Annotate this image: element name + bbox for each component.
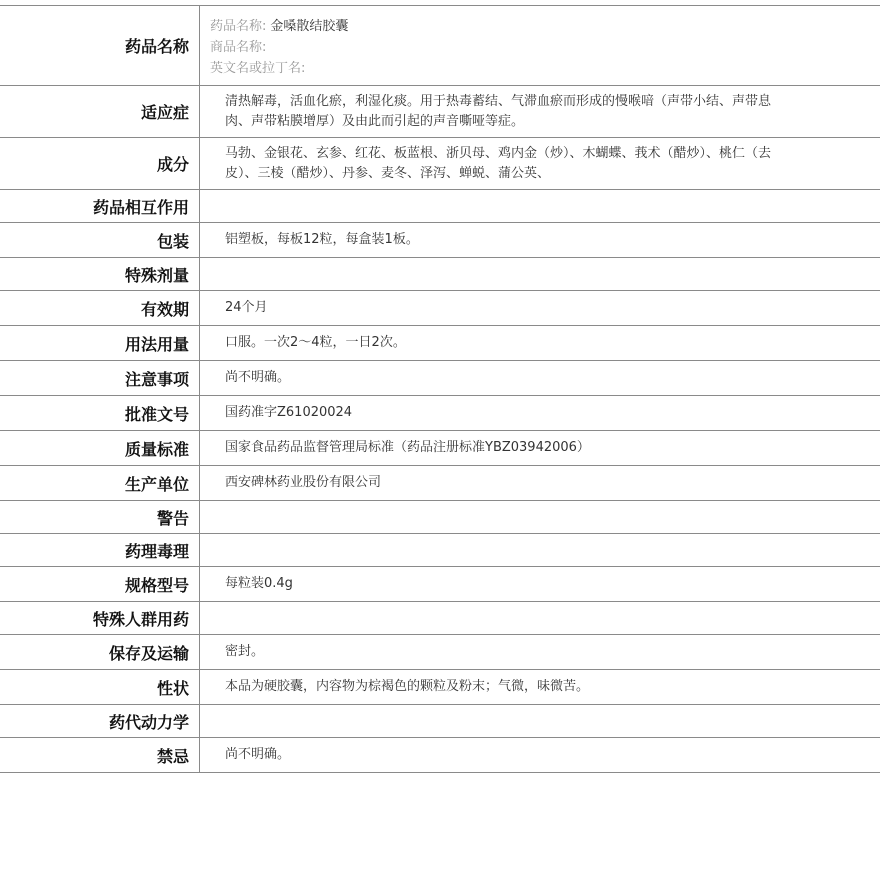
row-value: 国家食品药品监督管理局标准（药品注册标准YBZ03942006） [225,440,590,455]
row-label: 生产单位 [0,466,200,500]
drug-names-block [200,6,880,85]
row-label: 药品名称 [0,6,200,85]
table-row-indications [0,86,880,138]
drug-name-line [210,16,790,37]
table-row-approval-number [0,396,880,431]
table-row-appearance [0,670,880,705]
table-row-manufacturer [0,466,880,501]
table-row-pharmacology [0,534,880,567]
row-value: 24个月 [225,300,268,315]
row-value: 西安碑林药业股份有限公司 [225,475,382,490]
row-label: 特殊人群用药 [0,602,200,634]
row-label: 注意事项 [0,361,200,395]
row-label: 用法用量 [0,326,200,360]
table-row-special-dosage [0,258,880,291]
latin-name-line [210,58,790,79]
table-row-precautions [0,361,880,396]
row-value: 口服。一次2～4粒，一日2次。 [225,335,406,350]
row-label: 警告 [0,501,200,533]
drug-info-table [0,5,880,773]
table-row-special-populations [0,602,880,635]
row-label: 保存及运输 [0,635,200,669]
row-label: 禁忌 [0,738,200,772]
row-value: 每粒装0.4g [225,576,293,591]
table-row-warning [0,501,880,534]
table-row-ingredients [0,138,880,190]
row-value: 清热解毒，活血化瘀，利湿化痰。用于热毒蓄结、气滞血瘀而形成的慢喉喑（声带小结、声带息肉、声带粘膜增厚）及由此而引起的声音嘶哑等症。 [225,93,772,129]
row-label: 特殊剂量 [0,258,200,290]
row-label: 适应症 [0,86,200,137]
row-label: 有效期 [0,291,200,325]
table-row-quality-standard [0,431,880,466]
row-value: 本品为硬胶囊，内容物为棕褐色的颗粒及粉末；气微，味微苦。 [225,679,590,694]
drug-name-value: 金嗓散结胶囊 [270,19,349,34]
row-label: 药代动力学 [0,705,200,737]
table-row-usage [0,326,880,361]
table-row-specification [0,567,880,602]
trade-name-line [210,37,790,58]
table-row-interactions [0,190,880,223]
row-value: 尚不明确。 [225,370,291,385]
row-value: 密封。 [225,644,265,659]
row-label: 药理毒理 [0,534,200,566]
row-label: 包装 [0,223,200,257]
table-row-drug-name [0,6,880,86]
row-label: 规格型号 [0,567,200,601]
row-value: 国药准字Z61020024 [225,405,353,420]
row-value: 铝塑板，每板12粒，每盒装1板。 [225,232,419,247]
row-value: 马勃、金银花、玄参、红花、板蓝根、浙贝母、鸡内金（炒）、木蝴蝶、莪术（醋炒）、桃仁（去皮）、三棱（醋炒）、丹参、麦冬、泽泻、蝉蜕、蒲公英、 [225,145,772,181]
row-value: 尚不明确。 [225,747,291,762]
drug-name-label: 药品名称: [210,19,267,34]
row-label: 质量标准 [0,431,200,465]
table-row-contraindications [0,738,880,773]
trade-name-label: 商品名称: [210,40,267,55]
row-label: 药品相互作用 [0,190,200,222]
table-row-validity [0,291,880,326]
row-label: 性状 [0,670,200,704]
row-label: 批准文号 [0,396,200,430]
latin-name-label: 英文名或拉丁名: [210,61,306,76]
table-row-pharmacokinetics [0,705,880,738]
table-row-storage [0,635,880,670]
row-label: 成分 [0,138,200,189]
table-row-packaging [0,223,880,258]
